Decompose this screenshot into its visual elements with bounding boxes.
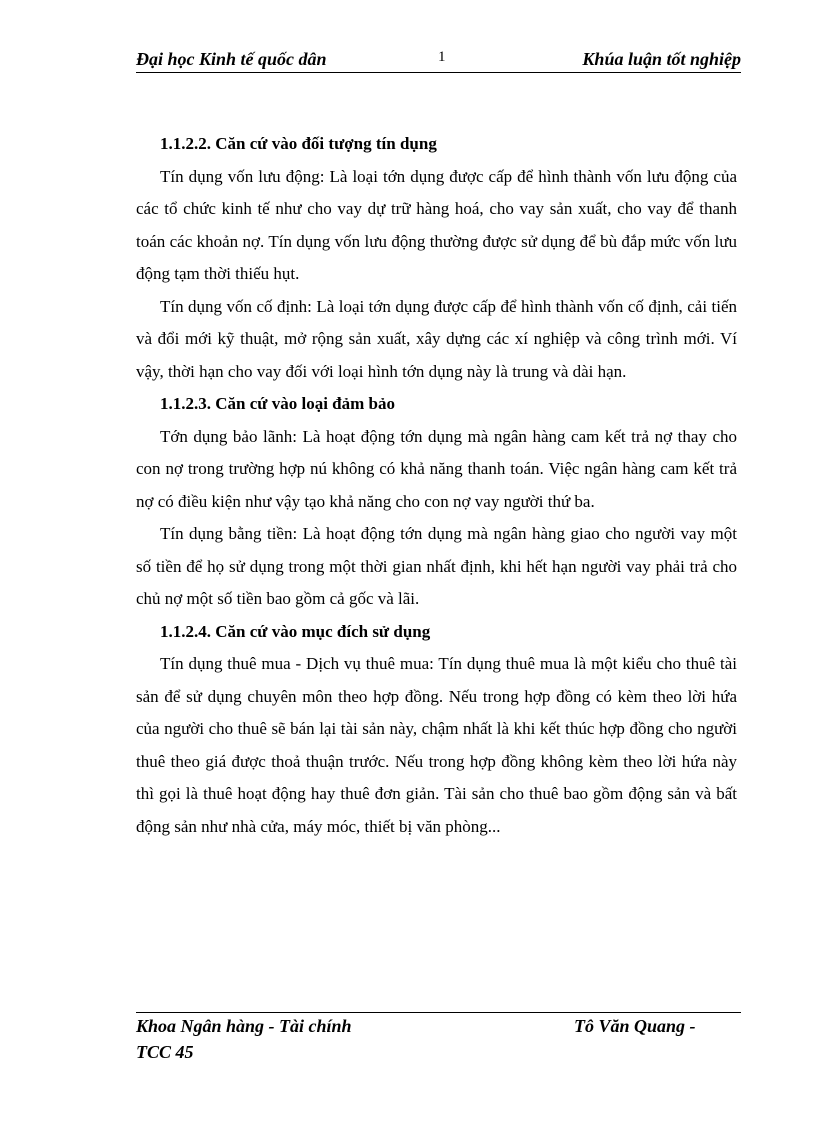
header-thesis-type: Khúa luận tốt nghiệp — [582, 49, 741, 69]
section-heading: 1.1.2.4. Căn cứ vào mục đích sử dụng — [160, 621, 431, 641]
paragraph: Tín dụng thuê mua - Dịch vụ thuê mua: Tín dụng thuê mua là một kiểu cho thuê tài sản để sử dụng chuyên môn theo hợp đồng. Nếu trong hợp đồng có kèm theo lời hứa của người cho thuê sẽ bán lại tài sản này, chậm nhất là khi kết thúc hợp đồng cho người thuê theo giá được thoả thuận trước. Nếu trong hợp đồng không kèm theo lời hứa này thì gọi là thuê hoạt động hay thuê đơn giản. Tài sản cho thuê bao gồm động sản và bất động sản như nhà cửa, máy móc, thiết bị văn phòng... — [136, 654, 737, 836]
paragraph: Tín dụng vốn lưu động: Là loại tớn dụng được cấp để hình thành vốn lưu động của các tổ chức kinh tế như cho vay dự trữ hàng hoá, cho vay sản xuất, cho vay để thanh toán các khoản nợ. Tín dụng vốn lưu động thường được sử dụng để bù đắp mức vốn lưu động tạm thời thiếu hụt. — [136, 166, 737, 283]
footer-line-1 — [136, 1016, 741, 1042]
paragraph: Tín dụng vốn cố định: Là loại tớn dụng được cấp để hình thành vốn cố định, cải tiến và đổi mới kỹ thuật, mở rộng sản xuất, xây dựng các xí nghiệp và công trình mới. Ví vậy, thời hạn cho vay đối với loại hình tớn dụng này là trung và dài hạn. — [136, 296, 737, 381]
paragraph: Tín dụng bằng tiền: Là hoạt động tớn dụng mà ngân hàng giao cho người vay một số tiền để họ sử dụng trong một thời gian nhất định, khi hết hạn người vay phải trả cho chủ nợ một số tiền bao gồm cả gốc và lãi. — [136, 524, 737, 608]
paragraph: Tớn dụng bảo lãnh: Là hoạt động tớn dụng mà ngân hàng cam kết trả nợ thay cho con nợ trong trường hợp nú không có khả năng thanh toán. Việc ngân hàng cam kết trả nợ có điều kiện như vậy tạo khả năng cho con nợ vay người thứ ba. — [136, 426, 737, 511]
footer-class: TCC 45 — [136, 1042, 194, 1062]
page-footer — [136, 1012, 741, 1063]
footer-author: Tô Văn Quang - — [574, 1016, 696, 1036]
page-number: 1 — [438, 49, 446, 65]
section-heading: 1.1.2.2. Căn cứ vào đối tượng tín dụng — [160, 134, 437, 153]
page-body — [136, 128, 737, 843]
footer-faculty: Khoa Ngân hàng - Tài chính — [136, 1016, 352, 1036]
page-header — [136, 48, 741, 73]
section-heading: 1.1.2.3. Căn cứ vào loại đảm bảo — [160, 394, 395, 413]
header-university: Đại học Kinh tế quốc dân — [136, 49, 327, 69]
